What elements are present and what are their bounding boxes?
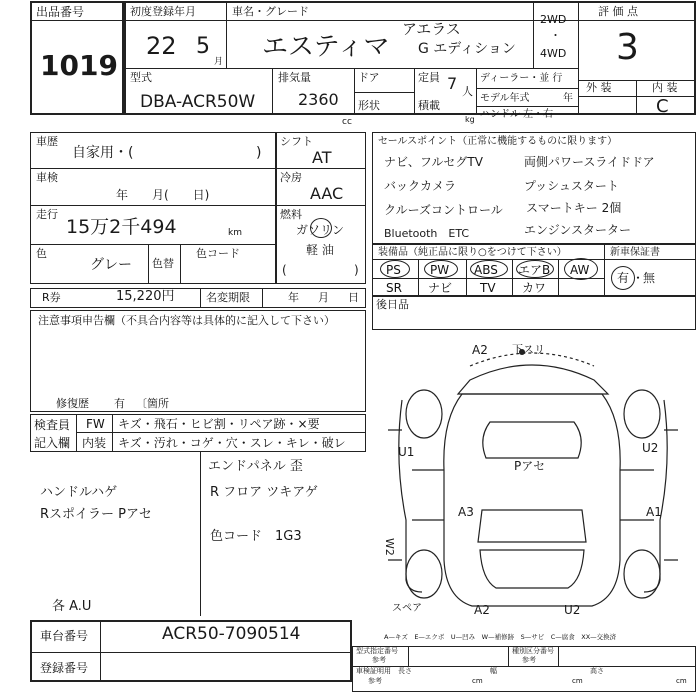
dealer-label: ディーラー・並 行 bbox=[480, 73, 563, 84]
sales-point-3: バックカメラ bbox=[384, 179, 457, 193]
reg-number-label: 登録番号 bbox=[40, 661, 89, 675]
remark-6: 各 A.U bbox=[52, 599, 92, 614]
warranty-no: 無 bbox=[643, 271, 656, 285]
length-label: 長さ bbox=[398, 667, 412, 675]
fuel-label: 燃料 bbox=[280, 208, 302, 221]
diagram-u1: U1 bbox=[398, 445, 415, 459]
eval-label: 評 価 点 bbox=[598, 5, 638, 18]
deadline-label: 名変期限 bbox=[206, 291, 250, 304]
remark-5: 色コード 1G3 bbox=[210, 529, 302, 544]
equip-pw-circle bbox=[424, 260, 458, 278]
length-unit: cm bbox=[472, 677, 483, 685]
equip-pw: PW bbox=[430, 263, 450, 277]
eval-score: 3 bbox=[616, 27, 639, 68]
inspector-in-text: キズ・汚れ・コゲ・穴・スレ・キレ・破レ bbox=[118, 436, 346, 450]
color-code-label: 色コード bbox=[196, 247, 240, 260]
cap-label: 定員 bbox=[418, 71, 440, 84]
fuel-diesel: 軽 油 bbox=[306, 243, 334, 257]
inspector-label-2: 記入欄 bbox=[34, 436, 71, 450]
shift-label: シフト bbox=[280, 135, 313, 148]
fuel-open: ( bbox=[282, 263, 287, 277]
width-label: 幅 bbox=[490, 667, 497, 675]
remark-1: エンドパネル 歪 bbox=[208, 459, 303, 474]
equip-airbag: エアB bbox=[518, 263, 551, 277]
reg-month: 5 bbox=[196, 34, 210, 59]
sales-point-7: Bluetooth ETC bbox=[384, 227, 470, 240]
recycle-label: R券 bbox=[42, 291, 61, 304]
equip-abs-circle bbox=[470, 260, 508, 278]
equip-aw-circle bbox=[564, 258, 598, 280]
remark-3: R フロア ツキアゲ bbox=[210, 485, 318, 500]
fuel-gas: ガソリン bbox=[296, 223, 345, 237]
inspector-in: 内装 bbox=[82, 436, 107, 450]
cap-unit: 人 bbox=[462, 85, 473, 98]
deadline-year: 年 bbox=[288, 291, 299, 304]
equip-airbag-circle bbox=[516, 260, 554, 278]
drive-4wd: 4WD bbox=[540, 47, 567, 60]
lot-number: 1019 bbox=[40, 49, 118, 82]
mileage-label: 走行 bbox=[36, 208, 58, 221]
inspect-value: 年 月( 日) bbox=[116, 188, 210, 202]
equip-ps: PS bbox=[386, 263, 401, 277]
model-year-unit: 年 bbox=[563, 93, 573, 104]
equip-ps-circle bbox=[380, 260, 410, 278]
model-value: DBA-ACR50W bbox=[140, 92, 256, 112]
repair-place: 〔箇所 bbox=[136, 397, 169, 410]
equip-tv: TV bbox=[480, 281, 496, 295]
reg-month-unit: 月 bbox=[214, 57, 224, 67]
deadline-month: 月 bbox=[318, 291, 329, 304]
history-value: 自家用・( bbox=[72, 145, 134, 161]
cert-label: 車検証明用 bbox=[356, 667, 391, 675]
diagram-u2: U2 bbox=[642, 441, 659, 455]
ac-label: 冷房 bbox=[280, 171, 302, 184]
warranty-yes: 有 bbox=[617, 271, 630, 285]
diagram-spare: スペア bbox=[392, 603, 422, 614]
model-label: 型式 bbox=[130, 71, 152, 84]
cat-label: 種別区分番号 bbox=[512, 647, 554, 655]
int-label: 内 装 bbox=[652, 81, 678, 94]
diagram-a2-bottom: A2 bbox=[474, 603, 490, 617]
sales-point-6: スマートキー 2個 bbox=[526, 201, 622, 215]
cap-value: 7 bbox=[447, 74, 458, 93]
shape-label: 形状 bbox=[358, 99, 380, 112]
sales-point-4: プッシュスタート bbox=[524, 179, 619, 193]
drive-dot: ・ bbox=[550, 29, 561, 42]
inspector-fw: FW bbox=[86, 417, 105, 431]
chassis-label: 車台番号 bbox=[40, 629, 89, 643]
handle-label: ハンドル 左・右 bbox=[480, 109, 554, 120]
history-label: 車歴 bbox=[36, 135, 58, 148]
load-label: 積載 bbox=[418, 99, 440, 112]
model-year-label: モデル年式 bbox=[480, 93, 530, 104]
warranty-label: 新車保証書 bbox=[610, 247, 660, 258]
lot-label: 出品番号 bbox=[36, 5, 85, 19]
recolor-label: 色替 bbox=[152, 257, 174, 270]
load-unit: kg bbox=[465, 115, 475, 124]
inspector-label-1: 検査員 bbox=[34, 418, 71, 432]
diagram-pase: Pアセ bbox=[514, 459, 546, 473]
inspect-label: 車検 bbox=[36, 171, 58, 184]
mileage-unit: km bbox=[228, 228, 242, 238]
disp-value: 2360 bbox=[298, 90, 339, 109]
type-cert-sub: 参考 bbox=[372, 656, 386, 664]
later-label: 後日品 bbox=[376, 298, 409, 311]
dim-sub: 参考 bbox=[368, 677, 382, 685]
cat-sub: 参考 bbox=[522, 656, 536, 664]
remark-2: ハンドルハゲ bbox=[40, 485, 118, 500]
sales-point-2: 両側パワースライドドア bbox=[524, 155, 655, 169]
chassis-value: ACR50-7090514 bbox=[162, 624, 301, 644]
diagram-w2: W2 bbox=[383, 538, 396, 556]
ac-value: AAC bbox=[310, 184, 344, 203]
ext-label: 外 装 bbox=[586, 81, 612, 94]
diagram-legend: A—キズ E—エクボ U—凹み W—補修跡 S—サビ C—腐食 XX—交換済 bbox=[384, 633, 617, 641]
repair-label: 修復歴 bbox=[56, 397, 89, 410]
color-label: 色 bbox=[36, 247, 47, 260]
repair-value: 有 bbox=[114, 397, 125, 410]
int-score: C bbox=[656, 96, 669, 117]
equipment-label: 装備品（純正品に限り○をつけて下さい） bbox=[378, 247, 567, 258]
history-close: ) bbox=[256, 145, 262, 161]
equip-leather: カワ bbox=[522, 281, 547, 295]
name-label: 車名・グレード bbox=[232, 5, 309, 18]
sales-label: セールスポイント（正常に機能するものに限ります） bbox=[378, 136, 618, 147]
inspector-fw-text: キズ・飛石・ヒビ割・リペア跡・×要 bbox=[118, 417, 320, 431]
fuel-close: ) bbox=[354, 263, 359, 277]
notes-label: 注意事項申告欄（不具合内容等は具体的に記入して下さい） bbox=[38, 314, 335, 327]
equip-navi: ナビ bbox=[428, 281, 453, 295]
diagram-sure: 下スリ bbox=[512, 343, 545, 356]
door-label: ドア bbox=[358, 71, 380, 84]
width-unit: cm bbox=[572, 677, 583, 685]
mileage-value: 15万2千494 bbox=[66, 216, 177, 238]
later-box bbox=[372, 296, 696, 330]
recycle-value: 15,220円 bbox=[116, 289, 175, 304]
shift-value: AT bbox=[312, 148, 332, 167]
diagram-a1: A1 bbox=[646, 505, 662, 519]
diagram-a3: A3 bbox=[458, 505, 474, 519]
type-cert-label: 型式指定番号 bbox=[356, 647, 398, 655]
diagram-u2-bottom: U2 bbox=[564, 603, 581, 617]
sales-point-1: ナビ、フルセグTV bbox=[384, 155, 483, 169]
color-value: グレー bbox=[90, 257, 132, 273]
sales-point-8: エンジンスターター bbox=[524, 223, 632, 237]
equip-sr: SR bbox=[386, 281, 402, 295]
diagram-a2-top: A2 bbox=[472, 343, 488, 357]
drive-2wd: 2WD bbox=[540, 13, 567, 26]
equip-aw: AW bbox=[570, 263, 590, 277]
reg-label: 初度登録年月 bbox=[130, 5, 196, 18]
warranty-sep: ・ bbox=[632, 271, 645, 285]
grade-2: G エディション bbox=[418, 41, 516, 57]
height-unit: cm bbox=[676, 677, 687, 685]
fuel-gas-circle bbox=[310, 218, 332, 238]
recycle-box bbox=[30, 288, 366, 308]
car-diagram bbox=[372, 330, 696, 626]
disp-label: 排気量 bbox=[278, 71, 311, 84]
grade-1: アエラス bbox=[402, 20, 461, 38]
car-name: エスティマ bbox=[262, 32, 390, 62]
remark-4: Rスポイラー Pアセ bbox=[40, 507, 152, 522]
height-label: 高さ bbox=[590, 667, 604, 675]
equip-abs: ABS bbox=[474, 263, 498, 277]
deadline-day: 日 bbox=[348, 291, 359, 304]
reg-year: 22 bbox=[146, 32, 177, 60]
disp-unit: cc bbox=[342, 117, 352, 127]
sales-point-5: クルーズコントロール bbox=[384, 203, 503, 217]
